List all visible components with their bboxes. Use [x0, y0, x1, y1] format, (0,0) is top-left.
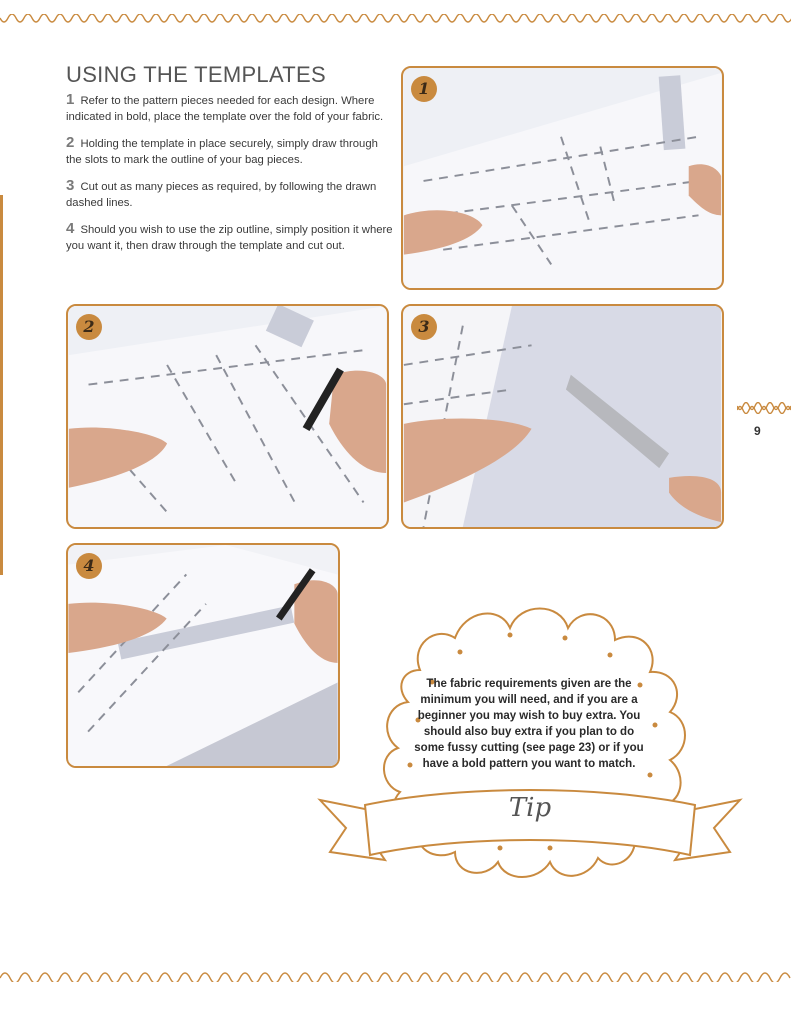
step-badge: 3: [411, 314, 437, 340]
bottom-scallop-border: [0, 966, 791, 982]
step-badge: 1: [411, 76, 437, 102]
step-text: Should you wish to use the zip outline, simply position it where you want it, then draw through the template and cut out.: [66, 224, 393, 252]
page-number-scallop: [737, 402, 791, 414]
step-text: Cut out as many pieces as required, by following the drawn dashed lines.: [66, 181, 377, 209]
step-number: 2: [66, 134, 75, 151]
step-1: [66, 92, 394, 125]
top-scallop-border: [0, 14, 791, 28]
photo-illustration: [403, 68, 722, 288]
photo-step-2: [66, 304, 389, 529]
step-number: 1: [66, 91, 75, 108]
photo-step-1: [401, 66, 724, 290]
step-number: 4: [66, 220, 75, 237]
photo-step-3: [401, 304, 724, 529]
photo-illustration: [68, 545, 338, 766]
step-3: [66, 178, 394, 211]
step-text: Holding the template in place securely, simply draw through the slots to mark the outline of your bag pieces.: [66, 138, 378, 166]
photo-illustration: [68, 306, 387, 527]
left-edge-bar: [0, 195, 3, 575]
instruction-steps: [66, 92, 394, 264]
page-title: USING THE TEMPLATES: [66, 62, 326, 87]
step-badge: 2: [76, 314, 102, 340]
photo-step-4: [66, 543, 340, 768]
step-4: [66, 221, 394, 254]
tip-label: Tip: [508, 793, 552, 823]
step-text: Refer to the pattern pieces needed for each design. Where indicated in bold, place the template over the fold of your fabric.: [66, 95, 384, 123]
step-number: 3: [66, 177, 75, 194]
page-number: 9: [754, 424, 761, 438]
tip-text: The fabric requirements given are the minimum you will need, and if you are a beginner you may wish to buy extra. You should also buy extra if you plan to do some fussy cutting (see page 23) or if you have a bold pattern you want to match.: [414, 678, 644, 770]
step-2: [66, 135, 394, 168]
step-badge: 4: [76, 553, 102, 579]
photo-illustration: [403, 306, 722, 527]
